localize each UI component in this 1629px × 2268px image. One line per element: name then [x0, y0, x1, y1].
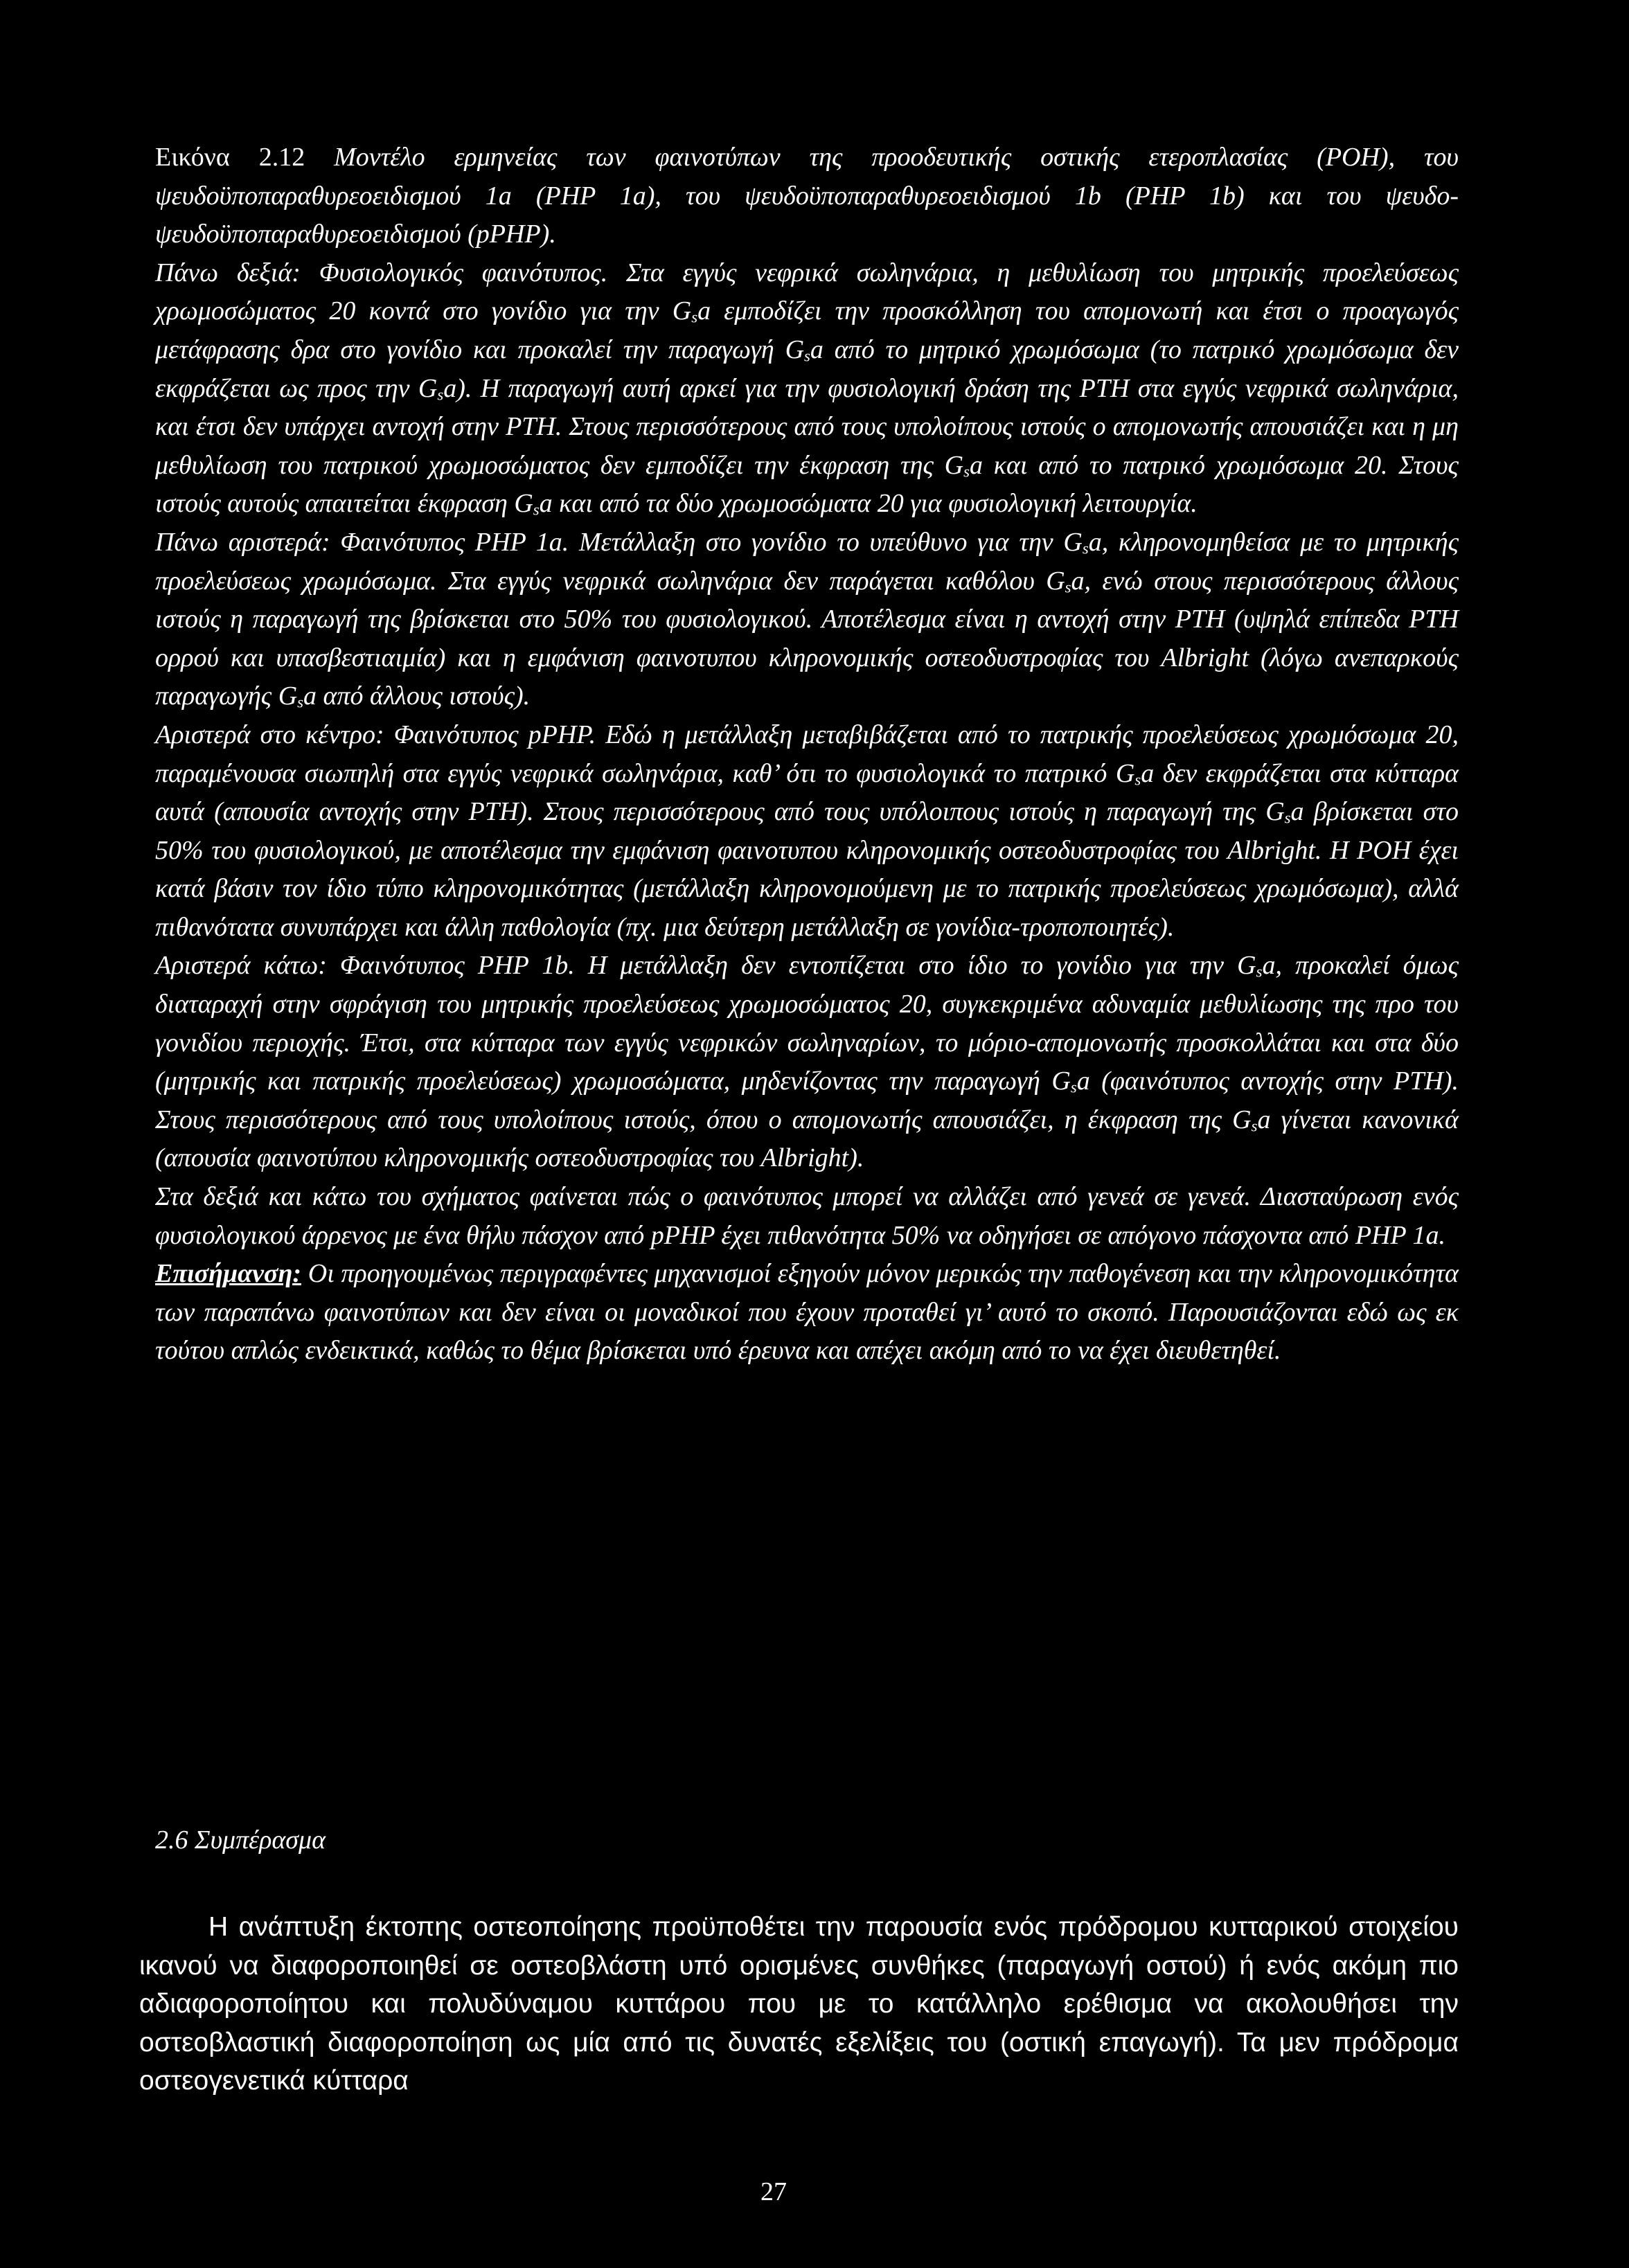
caption-text: a, προκαλεί όμως διαταραχή στην σφράγιση του μητρικής προελεύσεως χρωμοσώματος 20, συγκεκριμένα αδυναμία μεθυλίωσης της προ του γονιδίου περιοχής. Έτσι, στα κύτταρα των εγγύς νεφρικών σωληναρίων, το μόριο-απομονωτής προσκολλάται και στα δύο (μητρικής και πατρικής προελεύσεως) χρωμοσώματα, μηδενίζοντας την παραγωγή G — [155, 951, 1459, 1096]
subscript: s — [691, 308, 698, 326]
caption-text: Αριστερά στο κέντρο: Φαινότυπος pPHP. Εδώ η μετάλλαξη μεταβιβάζεται από το πατρικής προελεύσεως χρωμόσωμα 20, παραμένουσα σιωπηλή στα εγγύς νεφρικά σωληνάρια, καθ’ ότι το φυσιολογικά το πατρικό G — [155, 720, 1459, 788]
section-heading: 2.6 Συμπέρασμα — [155, 1825, 326, 1855]
section-body: Η ανάπτυξη έκτοπης οστεοποίησης προϋποθέτει την παρουσία ενός πρόδρομου κυτταρικού στοιχείου ικανού να διαφοροποιηθεί σε οστεοβλάστη υπό ορισμένες συνθήκες (παραγωγή οστού) ή ενός ακόμη πιο αδιαφοροποίητου και πολυδύναμου κυττάρου που με το κατάλληλο ερέθισμα να ακολουθήσει την οστεοβλαστική διαφοροποίηση ως μία από τις δυνατές εξελίξεις του (οστική επαγωγή). Τα μεν πρόδρομα οστεογενετικά κύτταρα — [139, 1912, 1459, 2096]
caption-number: 2.12 — [258, 143, 305, 172]
caption-text: a και από το πατρικό χρωμόσωμα 20. Στους ιστούς αυτούς απαιτείται έκφραση G — [155, 450, 1459, 519]
subscript: s — [297, 693, 304, 711]
figure-caption — [155, 139, 1459, 1370]
subscript: s — [1251, 1117, 1258, 1135]
caption-text: a δεν εκφράζεται στα κύτταρα αυτά (απουσία αντοχής στην PTH). Στους περισσότερους από τους υπόλοιπους ιστούς η παραγωγή της G — [155, 758, 1459, 827]
subscript: s — [1082, 539, 1089, 557]
caption-top-left — [155, 524, 1459, 716]
subscript: s — [963, 463, 970, 481]
note-label: Επισήμανση: — [155, 1259, 302, 1289]
caption-text: a από το μητρικό χρωμόσωμα (το πατρικό χρωμόσωμα δεν εκφράζεται ως προς την G — [155, 334, 1459, 403]
caption-title-text: Μοντέλο ερμηνείας των φαινοτύπων της προοδευτικής οστικής ετεροπλασίας (POH), του ψευδοϋποπαραθυρεοειδισμού 1a (PHP 1a), του ψευδοϋποπαραθυρεοειδισμού 1b (PHP 1b) και του ψευδο-ψευδοϋποπαραθυρεοειδισμού (pPHP). — [155, 143, 1459, 249]
caption-text: Πάνω αριστερά: Φαινότυπος PHP 1a. Μετάλλαξη στο γονίδιο το υπεύθυνο για την G — [155, 527, 1083, 557]
subscript: s — [1284, 809, 1291, 827]
caption-text: a βρίσκεται στο 50% του φυσιολογικού, με αποτέλεσμα την εμφάνιση φαινοτυπου κληρονομικής οστεοδυστροφίας του Albright. Η POH έχει κατά βάσιν τον ίδιο τύπο κληρονομικότητας (μετάλλαξη κληρονομούμενη με το πατρικής προελεύσεως χρωμόσωμα), αλλά πιθανότατα συνυπάρχει και άλλη παθολογία (πχ. μια δεύτερη μετάλλαξη σε γονίδια-τροποποιητές). — [155, 797, 1459, 942]
caption-text: Αριστερά κάτω: Φαινότυπος PHP 1b. Η μετάλλαξη δεν εντοπίζεται στο ίδιο το γονίδιο για την G — [155, 951, 1256, 981]
caption-inheritance: Στα δεξιά και κάτω του σχήματος φαίνεται πώς ο φαινότυπος μπορεί να αλλάζει από γενεά σε γενεά. Διασταύρωση ενός φυσιολογικού άρρενος με ένα θήλυ πάσχον από pPHP έχει πιθανότητα 50% να οδηγήσει σε απόγονο πάσχοντα από PHP 1a. — [155, 1182, 1459, 1250]
subscript: s — [437, 386, 444, 404]
caption-text: Πάνω δεξιά: Φυσιολογικός φαινότυπος. Στα εγγύς νεφρικά σωληνάρια, η μεθυλίωση του μητρικής προελεύσεως χρωμοσώματος 20 κοντά στο γονίδιο για την G — [155, 258, 1459, 326]
caption-title — [155, 139, 1459, 254]
subscript: s — [1070, 1078, 1077, 1096]
subscript: s — [1256, 963, 1263, 981]
caption-note — [155, 1255, 1459, 1370]
caption-text: a). Η παραγωγή αυτή αρκεί για την φυσιολογική δράση της PTH στα εγγύς νεφρικά σωληνάρια, και έτσι δεν υπάρχει αντοχή στην PTH. Στους περισσότερους από τους υπολοίπους ιστούς ο απομονωτής απουσιάζει και η μη μεθυλίωση του πατρικού χρωμοσώματος δεν εμποδίζει την έκφραση της G — [155, 373, 1459, 480]
caption-label: Εικόνα — [155, 143, 230, 172]
caption-text: a εμποδίζει την προσκόλληση του απομονωτή και έτσι ο προαγωγός μετάφρασης δρα στο γονίδιο και προκαλεί την παραγωγή G — [155, 296, 1459, 364]
caption-bottom-left — [155, 947, 1459, 1178]
caption-left-center — [155, 716, 1459, 947]
caption-text: a γίνεται κανονικά (απουσία φαινοτύπου κληρονομικής οστεοδυστροφίας του Albright). — [155, 1105, 1459, 1173]
caption-text: a, ενώ στους περισσότερους άλλους ιστούς η παραγωγή της βρίσκεται στο 50% του φυσιολογικού. Αποτέλεσμα είναι η αντοχή στην PTH (υψηλά επίπεδα PTH ορρού και υπασβεστιαιμία) και η εμφάνιση φαινοτυπου κληρονομικής οστεοδυστροφίας του Albright (λόγω ανεπαρκούς παραγωγής G — [155, 566, 1459, 711]
subscript: s — [1065, 578, 1071, 596]
subscript: s — [804, 347, 810, 365]
caption-text: a (φαινότυπος αντοχής στην PTH). Στους περισσότερους από τους υπολοίπους ιστούς, όπου ο απομονωτής απουσιάζει, η έκφραση της G — [155, 1066, 1459, 1134]
caption-text: a, κληρονομηθείσα με το μητρικής προελεύσεως χρωμόσωμα. Στα εγγύς νεφρικά σωληνάρια δεν παράγεται καθόλου G — [155, 527, 1459, 596]
page-number: 27 — [760, 2177, 787, 2206]
caption-top-right — [155, 254, 1459, 524]
subscript: s — [533, 501, 540, 519]
caption-text: a από άλλους ιστούς). — [303, 681, 531, 711]
note-text: Οι προηγουμένως περιγραφέντες μηχανισμοί εξηγούν μόνον μερικώς την παθογένεση και την κληρονομικότητα των παραπάνω φαινοτύπων και δεν είναι οι μοναδικοί που έχουν προταθεί γι’ αυτό το σκοπό. Παρουσιάζονται εδώ ως εκ τούτου απλώς ενδεικτικά, καθώς το θέμα βρίσκεται υπό έρευνα και απέχει ακόμη από το να έχει διευθετηθεί. — [155, 1259, 1459, 1366]
caption-text: a και από τα δύο χρωμοσώματα 20 για φυσιολογική λειτουργία. — [539, 489, 1198, 519]
subscript: s — [1134, 771, 1141, 789]
